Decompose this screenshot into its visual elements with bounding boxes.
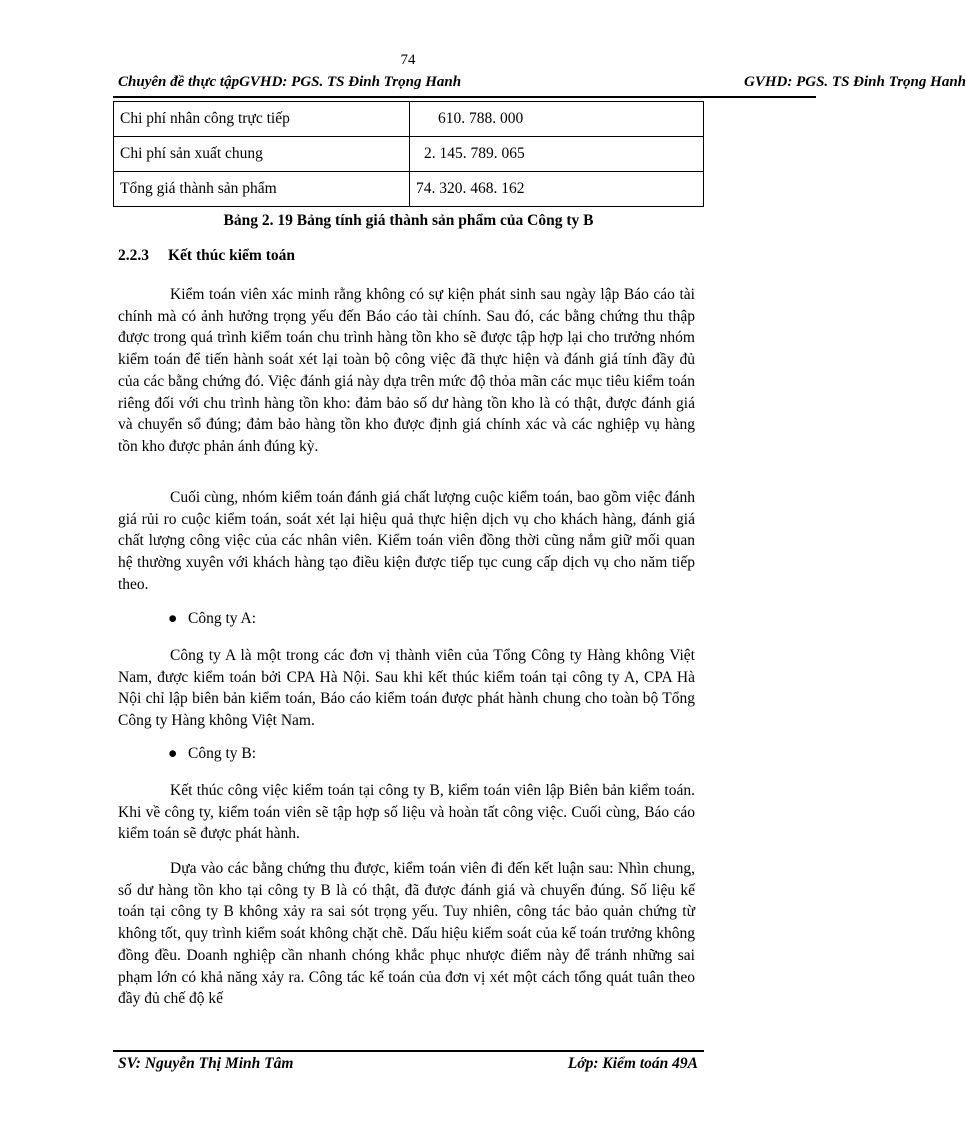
row-value: 74. 320. 468. 162 (410, 172, 704, 207)
paragraph: Công ty A là một trong các đơn vị thành viên của Tổng Công ty Hàng không Việt Nam, được kiểm toán bởi CPA Hà Nội. Sau khi kết thúc kiểm toán tại công ty A, CPA Hà Nội chỉ lập biên bản kiểm toán, Báo cáo kiểm toán được phát hành chung cho toàn bộ Tổng Công ty Hàng không Việt Nam. (118, 647, 695, 730)
bullet-label: Công ty A: (188, 610, 257, 627)
bullet-icon: ● (168, 745, 178, 762)
section-number: 2.2.3 (118, 247, 149, 264)
section-heading (118, 247, 295, 265)
paragraph: Kiểm toán viên xác minh rằng không có sự kiện phát sinh sau ngày lập Báo cáo tài chính mà có ảnh hưởng trọng yếu đến Báo cáo tài chính. Sau đó, các bằng chứng thu thập được trong quá trình kiểm toán chu trình hàng tồn kho sẽ được tập hợp lại cho trưởng nhóm kiểm toán để tiến hành soát xét lại toàn bộ công việc đã thực hiện và đánh giá tính đầy đủ của các bằng chứng đó. Việc đánh giá này dựa trên mức độ thỏa mãn các mục tiêu kiểm toán riêng đối với chu trình hàng tồn kho: đảm bảo số dư hàng tồn kho là có thật, được đánh giá và chuyển sổ đúng; đảm bảo hàng tồn kho được định giá chính xác và các nghiệp vụ hàng tồn kho được phản ánh đúng kỳ. (118, 286, 695, 455)
cost-table (113, 101, 704, 207)
running-header: Chuyên đề thực tậpGVHD: PGS. TS Đinh Trọng Hanh (118, 74, 462, 90)
table-row (114, 137, 704, 172)
table-row (114, 172, 704, 207)
bullet-item (168, 610, 256, 628)
table-row (114, 102, 704, 137)
section-title: Kết thúc kiểm toán (168, 247, 296, 264)
header-rule (113, 96, 816, 98)
row-value: 610. 788. 000 (410, 102, 704, 137)
paragraph: Cuối cùng, nhóm kiểm toán đánh giá chất lượng cuộc kiểm toán, bao gồm việc đánh giá rủi ro cuộc kiểm toán, soát xét lại hiệu quả thực hiện dịch vụ cho khách hàng, đánh giá chất lượng công việc của các nhân viên. Kiểm toán viên đồng thời cũng nắm giữ mối quan hệ thường xuyên với khách hàng tạo điều kiện được tiếp tục cung cấp dịch vụ cho năm tiếp theo. (118, 489, 695, 593)
footer-class: Lớp: Kiểm toán 49A (567, 1055, 698, 1072)
bullet-label: Công ty B: (188, 745, 257, 762)
row-value: 2. 145. 789. 065 (410, 137, 704, 172)
paragraph: Dựa vào các bằng chứng thu được, kiểm toán viên đi đến kết luận sau: Nhìn chung, số dư hàng tồn kho tại công ty B là có thật, đã được đánh giá và chuyển đúng. Số liệu kế toán tại công ty B không xảy ra sai sót trọng yếu. Tuy nhiên, công tác bảo quản chứng từ không tốt, quy trình kiểm soát không chặt chẽ. Dấu hiệu kiểm soát của kế toán trưởng không đồng đều. Doanh nghiệp cần nhanh chóng khắc phục nhược điểm này để tránh những sai phạm lớn có khả năng xảy ra. Công tác kế toán của đơn vị xét một cách tổng quát tuân theo đầy đủ chế độ kế (118, 860, 695, 1008)
row-label: Chi phí nhân công trực tiếp (114, 102, 410, 137)
bullet-icon: ● (168, 610, 178, 627)
page-number: 74 (400, 52, 416, 68)
running-header-overflow: GVHD: PGS. TS Đinh Trọng Hanh (744, 74, 966, 90)
row-label: Chi phí sản xuất chung (114, 137, 410, 172)
footer-rule (113, 1050, 704, 1052)
row-label: Tổng giá thành sản phẩm (114, 172, 410, 207)
table-caption: Bảng 2. 19 Bảng tính giá thành sản phẩm của Công ty B (223, 212, 594, 229)
footer-student: SV: Nguyễn Thị Minh Tâm (118, 1055, 294, 1072)
paragraph: Kết thúc công việc kiểm toán tại công ty B, kiểm toán viên lập Biên bản kiểm toán. Khi về công ty, kiểm toán viên sẽ tập hợp số liệu và hoàn tất công việc. Cuối cùng, Báo cáo kiểm toán sẽ được phát hành. (118, 782, 695, 843)
bullet-item (168, 745, 256, 763)
